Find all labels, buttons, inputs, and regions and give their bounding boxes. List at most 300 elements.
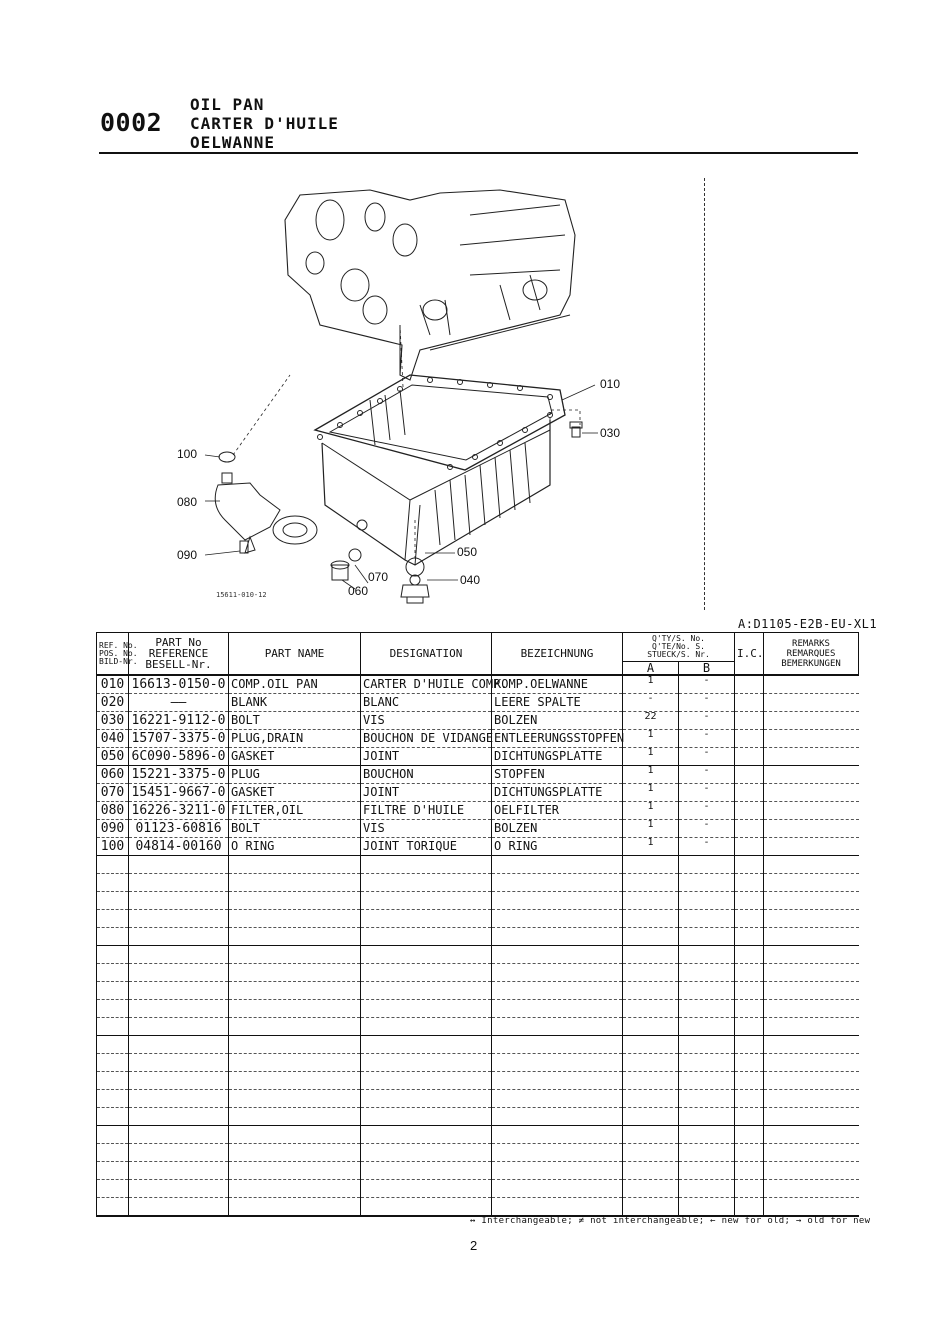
designation-cell [361,1054,492,1072]
part-name-cell [229,856,361,874]
remarks-cell [764,766,859,784]
bezeichnung-cell: KOMP.OELWANNE [492,675,623,694]
qty-a-cell [623,1108,679,1126]
bezeichnung-cell: ENTLEERUNGSSTOPFEN [492,730,623,748]
bezeichnung-cell [492,856,623,874]
part-no-cell: 16613-0150-0 [129,675,229,694]
ref-cell [97,1054,129,1072]
ic-cell [735,928,764,946]
ic-cell [735,910,764,928]
part-name-cell: FILTER,OIL [229,802,361,820]
remarks-cell [764,982,859,1000]
ref-cell [97,1036,129,1054]
bezeichnung-cell [492,982,623,1000]
empty-table-row [97,964,859,982]
designation-cell: BOUCHON [361,766,492,784]
qty-b-cell [679,982,735,1000]
designation-cell [361,964,492,982]
ref-cell [97,1072,129,1090]
designation-cell [361,1108,492,1126]
ref-cell [97,1144,129,1162]
qty-a-cell [623,1144,679,1162]
qty-b-cell [679,856,735,874]
part-no-cell: 15221-3375-0 [129,766,229,784]
part-no-cell: 6C090-5896-0 [129,748,229,766]
remarks-cell [764,856,859,874]
ic-cell [735,712,764,730]
part-no-cell [129,1036,229,1054]
designation-cell [361,1144,492,1162]
ic-cell [735,892,764,910]
part-name-cell [229,1018,361,1036]
remarks-cell [764,820,859,838]
remarks-cell [764,784,859,802]
table-row [97,766,859,784]
qty-b-cell [679,874,735,892]
qty-b-cell [679,910,735,928]
designation-cell: JOINT TORIQUE [361,838,492,856]
qty-a-cell [623,1072,679,1090]
part-no-cell [129,1090,229,1108]
part-name-cell: O RING [229,838,361,856]
remarks-cell [764,1036,859,1054]
section-number: 0002 [100,108,163,137]
qty-b-cell: - [679,784,735,802]
part-name-cell [229,1000,361,1018]
part-name-cell [229,1036,361,1054]
ic-cell [735,1072,764,1090]
qty-b-cell [679,1198,735,1217]
bezeichnung-cell [492,1036,623,1054]
ref-cell [97,892,129,910]
part-name-cell: PLUG [229,766,361,784]
table-row [97,712,859,730]
remarks-cell [764,694,859,712]
ref-cell: 030 [97,712,129,730]
title-english: OIL PAN [190,95,265,114]
bezeichnung-cell: O RING [492,838,623,856]
ref-cell [97,1198,129,1217]
ref-cell [97,982,129,1000]
qty-a-cell: - [623,694,679,712]
header-ic: I.C. [735,633,764,676]
ic-cell [735,856,764,874]
designation-cell: CARTER D'HUILE COMP. [361,675,492,694]
header-designation: DESIGNATION [361,633,492,676]
part-no-cell [129,1000,229,1018]
table-row [97,730,859,748]
ref-cell [97,1180,129,1198]
remarks-cell [764,1180,859,1198]
designation-cell [361,982,492,1000]
part-no-cell [129,892,229,910]
remarks-cell [764,712,859,730]
ref-cell: 090 [97,820,129,838]
qty-b-cell [679,1090,735,1108]
empty-table-row [97,1180,859,1198]
header-rule [99,152,858,154]
callout-010: 010 [600,377,621,391]
title-german: OELWANNE [190,133,276,152]
ref-cell [97,874,129,892]
ref-cell: 050 [97,748,129,766]
plug-060-drawing [331,549,361,580]
bezeichnung-cell: BOLZEN [492,712,623,730]
header-bezeichnung: BEZEICHNUNG [492,633,623,676]
remarks-cell [764,1090,859,1108]
ic-cell [735,748,764,766]
qty-b-cell [679,928,735,946]
empty-table-row [97,1072,859,1090]
empty-table-row [97,1198,859,1217]
remarks-cell [764,892,859,910]
part-name-cell [229,1180,361,1198]
ic-cell [735,1018,764,1036]
qty-a-cell [623,1090,679,1108]
qty-a-cell [623,874,679,892]
bezeichnung-cell [492,1162,623,1180]
part-no-cell [129,1054,229,1072]
qty-b-cell: - [679,712,735,730]
ic-cell [735,784,764,802]
empty-table-row [97,946,859,964]
part-name-cell: COMP.OIL PAN [229,675,361,694]
filter-assembly-drawing [215,452,317,553]
bezeichnung-cell: DICHTUNGSPLATTE [492,784,623,802]
part-name-cell [229,892,361,910]
bezeichnung-cell [492,1108,623,1126]
ref-cell: 070 [97,784,129,802]
drawing-number: 15611-010-12 [216,591,267,599]
remarks-cell [764,1162,859,1180]
designation-cell [361,1018,492,1036]
table-row [97,802,859,820]
designation-cell: JOINT [361,784,492,802]
designation-cell [361,1198,492,1217]
part-no-cell: 16226-3211-0 [129,802,229,820]
part-no-cell: 04814-00160 [129,838,229,856]
part-name-cell [229,1108,361,1126]
part-name-cell [229,1162,361,1180]
part-name-cell [229,1126,361,1144]
part-name-cell: GASKET [229,748,361,766]
part-no-cell: 01123-60816 [129,820,229,838]
designation-cell [361,874,492,892]
qty-b-cell [679,1126,735,1144]
header-qty-a: A [623,662,679,676]
remarks-cell [764,1126,859,1144]
remarks-cell [764,1054,859,1072]
table-row [97,748,859,766]
ic-cell [735,1000,764,1018]
bezeichnung-cell [492,910,623,928]
remarks-cell [764,928,859,946]
qty-b-cell [679,1018,735,1036]
part-no-cell [129,874,229,892]
header-remarks: REMARKS REMARQUES BEMERKUNGEN [764,633,859,676]
ref-cell [97,1000,129,1018]
remarks-cell [764,1108,859,1126]
bezeichnung-cell [492,892,623,910]
part-name-cell: BOLT [229,820,361,838]
empty-table-row [97,1036,859,1054]
qty-b-cell [679,946,735,964]
ref-cell: 020 [97,694,129,712]
table-row [97,675,859,694]
remarks-cell [764,964,859,982]
remarks-cell [764,838,859,856]
part-name-cell: GASKET [229,784,361,802]
part-no-cell [129,1108,229,1126]
ic-cell [735,1036,764,1054]
bezeichnung-cell: LEERE SPALTE [492,694,623,712]
designation-cell: VIS [361,712,492,730]
ic-cell [735,964,764,982]
empty-table-row [97,874,859,892]
part-no-cell: 16221-9112-0 [129,712,229,730]
empty-table-row [97,1090,859,1108]
qty-b-cell: - [679,748,735,766]
remarks-cell [764,910,859,928]
remarks-cell [764,730,859,748]
ic-cell [735,1108,764,1126]
designation-cell [361,1000,492,1018]
designation-cell [361,1126,492,1144]
ic-cell [735,1180,764,1198]
qty-b-cell: - [679,838,735,856]
ic-cell [735,1198,764,1217]
qty-a-cell: 1 [623,766,679,784]
remarks-cell [764,1018,859,1036]
part-name-cell [229,1090,361,1108]
qty-a-cell: 22 [623,712,679,730]
qty-a-cell [623,910,679,928]
ref-cell: 010 [97,675,129,694]
callout-040: 040 [460,573,481,587]
part-no-cell [129,1162,229,1180]
part-no-cell [129,1072,229,1090]
ic-cell [735,1144,764,1162]
ref-cell [97,928,129,946]
qty-b-cell [679,1000,735,1018]
qty-b-cell: - [679,694,735,712]
qty-a-cell [623,1162,679,1180]
ref-cell: 060 [97,766,129,784]
ref-cell [97,964,129,982]
ref-cell [97,910,129,928]
part-name-cell: BLANK [229,694,361,712]
qty-b-cell [679,1144,735,1162]
remarks-cell [764,675,859,694]
oil-pan-exploded-diagram [170,175,670,605]
engine-block-drawing [285,190,575,380]
bezeichnung-cell [492,1054,623,1072]
ref-cell: 100 [97,838,129,856]
part-name-cell [229,946,361,964]
qty-a-cell [623,856,679,874]
qty-b-cell [679,1072,735,1090]
header-part-no: PART No REFERENCE BESELL-Nr. [129,633,229,676]
qty-b-cell [679,892,735,910]
part-name-cell [229,964,361,982]
empty-table-row [97,1000,859,1018]
part-name-cell [229,1072,361,1090]
parts-table [96,632,858,1217]
table-row [97,820,859,838]
ref-cell [97,1090,129,1108]
part-name-cell [229,1198,361,1217]
part-name-cell [229,1054,361,1072]
ref-cell [97,1162,129,1180]
callout-100: 100 [177,447,198,461]
qty-b-cell: - [679,766,735,784]
designation-cell: BLANC [361,694,492,712]
ic-cell [735,802,764,820]
designation-cell [361,1180,492,1198]
ic-cell [735,1054,764,1072]
designation-cell [361,1162,492,1180]
bezeichnung-cell [492,1144,623,1162]
page-number: 2 [470,1238,478,1253]
part-no-cell [129,946,229,964]
bezeichnung-cell: STOPFEN [492,766,623,784]
designation-cell [361,1036,492,1054]
oil-pan-drawing [315,375,565,565]
ref-cell [97,1126,129,1144]
empty-table-row [97,1126,859,1144]
bezeichnung-cell: BOLZEN [492,820,623,838]
ic-cell [735,946,764,964]
part-no-cell [129,910,229,928]
part-name-cell [229,910,361,928]
callout-090: 090 [177,548,198,562]
qty-b-cell [679,1162,735,1180]
qty-b-cell [679,964,735,982]
ref-cell [97,856,129,874]
remarks-cell [764,802,859,820]
remarks-cell [764,1072,859,1090]
bezeichnung-cell [492,946,623,964]
qty-b-cell [679,1054,735,1072]
bezeichnung-cell [492,928,623,946]
header-ref-no: REF. No. POS. No. BILD-Nr. [97,633,129,676]
bezeichnung-cell [492,1126,623,1144]
designation-cell [361,1072,492,1090]
ic-cell [735,766,764,784]
part-no-cell [129,1180,229,1198]
ic-cell [735,694,764,712]
part-no-cell [129,1198,229,1217]
part-name-cell [229,928,361,946]
part-no-cell [129,964,229,982]
qty-b-cell: - [679,820,735,838]
empty-table-row [97,892,859,910]
bezeichnung-cell: OELFILTER [492,802,623,820]
designation-cell: VIS [361,820,492,838]
part-name-cell: PLUG,DRAIN [229,730,361,748]
ref-cell [97,946,129,964]
part-no-cell: 15707-3375-0 [129,730,229,748]
bezeichnung-cell [492,1090,623,1108]
ic-cell [735,838,764,856]
table-row [97,784,859,802]
qty-a-cell [623,1180,679,1198]
ic-cell [735,675,764,694]
callout-080: 080 [177,495,198,509]
qty-a-cell [623,928,679,946]
part-name-cell [229,874,361,892]
qty-a-cell [623,1198,679,1217]
designation-cell [361,1090,492,1108]
empty-table-row [97,1018,859,1036]
bezeichnung-cell [492,964,623,982]
remarks-cell [764,1144,859,1162]
qty-b-cell [679,1036,735,1054]
part-no-cell [129,1126,229,1144]
empty-table-row [97,982,859,1000]
remarks-cell [764,874,859,892]
part-name-cell [229,982,361,1000]
qty-a-cell: 1 [623,748,679,766]
part-no-cell: —— [129,694,229,712]
remarks-cell [764,946,859,964]
qty-a-cell: 1 [623,675,679,694]
qty-a-cell: 1 [623,802,679,820]
model-code: A:D1105-E2B-EU-XL1 [738,617,878,631]
qty-a-cell: 1 [623,730,679,748]
ref-cell [97,1108,129,1126]
qty-a-cell [623,892,679,910]
ref-cell: 040 [97,730,129,748]
table-row [97,838,859,856]
qty-b-cell: - [679,730,735,748]
qty-a-cell: 1 [623,838,679,856]
qty-a-cell [623,1018,679,1036]
bezeichnung-cell: DICHTUNGSPLATTE [492,748,623,766]
part-no-cell [129,982,229,1000]
bezeichnung-cell [492,1018,623,1036]
qty-a-cell [623,964,679,982]
callout-070: 070 [368,570,389,584]
qty-a-cell [623,946,679,964]
ic-cell [735,874,764,892]
part-no-cell: 15451-9667-0 [129,784,229,802]
designation-cell [361,946,492,964]
title-french: CARTER D'HUILE [190,114,339,133]
bezeichnung-cell [492,1180,623,1198]
designation-cell [361,928,492,946]
ic-cell [735,982,764,1000]
part-name-cell: BOLT [229,712,361,730]
qty-a-cell: 1 [623,784,679,802]
qty-a-cell [623,1036,679,1054]
ic-cell [735,1162,764,1180]
qty-a-cell [623,1126,679,1144]
table-row [97,694,859,712]
part-no-cell [129,1144,229,1162]
empty-table-row [97,1144,859,1162]
designation-cell [361,910,492,928]
header-qty-b: B [679,662,735,676]
qty-a-cell [623,982,679,1000]
empty-table-row [97,910,859,928]
callout-030: 030 [600,426,621,440]
bezeichnung-cell [492,874,623,892]
ic-cell [735,820,764,838]
designation-cell [361,892,492,910]
qty-a-cell: 1 [623,820,679,838]
remarks-cell [764,1000,859,1018]
